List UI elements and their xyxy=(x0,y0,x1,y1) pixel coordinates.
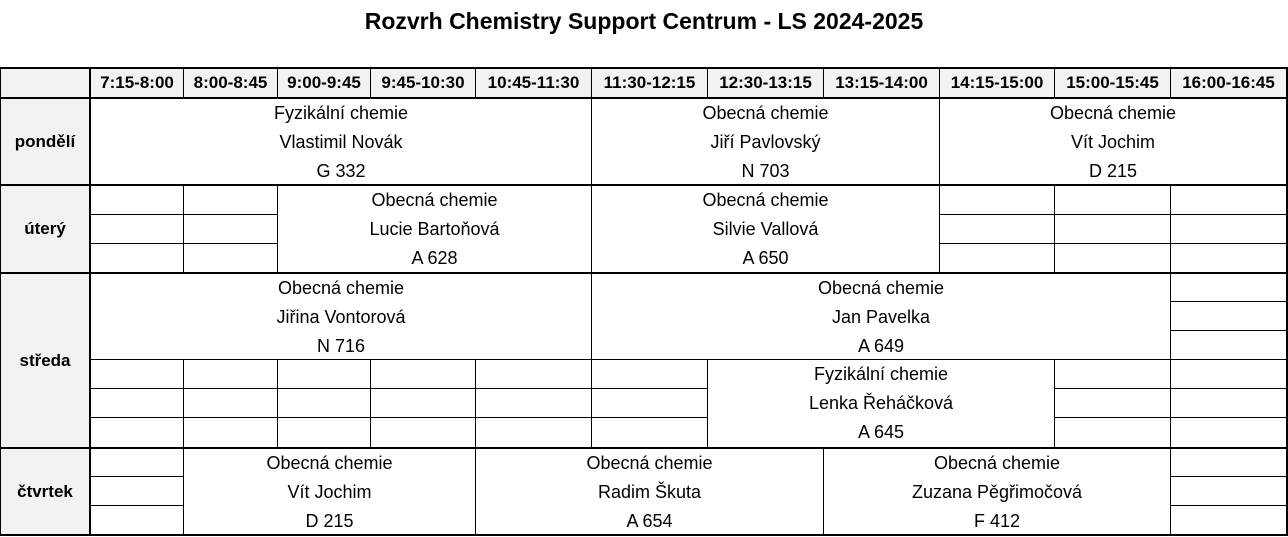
empty-cell xyxy=(1170,476,1286,505)
lesson-subject: Obecná chemie xyxy=(586,453,713,473)
empty-cell xyxy=(591,359,707,388)
lesson-teacher: Lenka Řeháčková xyxy=(808,393,954,413)
lesson-subject: Obecná chemie xyxy=(933,453,1061,473)
lesson-subject: Obecná chemie xyxy=(371,190,498,210)
empty-cell xyxy=(89,447,183,476)
lesson-room: D 215 xyxy=(1088,161,1138,181)
empty-cell xyxy=(183,243,277,272)
time-header: 12:30-13:15 xyxy=(707,67,823,97)
empty-cell xyxy=(475,359,591,388)
empty-cell xyxy=(939,184,1054,214)
lesson-block xyxy=(89,97,591,184)
empty-cell xyxy=(591,388,707,417)
lesson-block xyxy=(475,447,823,534)
lesson-room: F 412 xyxy=(973,511,1021,531)
lesson-teacher: Silvie Vallová xyxy=(712,219,819,239)
empty-cell xyxy=(1170,243,1286,272)
lesson-subject: Fyzikální chemie xyxy=(273,103,409,123)
empty-cell xyxy=(1170,272,1286,301)
empty-cell xyxy=(591,417,707,447)
empty-cell xyxy=(89,417,183,447)
lesson-room: N 716 xyxy=(316,336,366,356)
lesson-subject: Obecná chemie xyxy=(1049,103,1177,123)
lesson-block xyxy=(277,184,591,272)
empty-cell xyxy=(89,214,183,243)
empty-cell xyxy=(89,476,183,505)
lesson-block xyxy=(591,272,1170,359)
empty-cell xyxy=(89,505,183,534)
lesson-room: A 650 xyxy=(742,248,789,268)
lesson-teacher: Radim Škuta xyxy=(597,482,702,502)
lesson-block xyxy=(707,359,1054,447)
lesson-room: A 649 xyxy=(857,336,905,356)
empty-cell xyxy=(183,417,277,447)
lesson-block xyxy=(591,184,939,272)
lesson-teacher: Vít Jochim xyxy=(1070,132,1156,152)
day-label: středa xyxy=(0,272,89,447)
lesson-room: D 215 xyxy=(305,511,354,531)
empty-cell xyxy=(370,417,475,447)
time-header: 9:00-9:45 xyxy=(277,67,370,97)
time-header: 10:45-11:30 xyxy=(475,67,591,97)
empty-cell xyxy=(1054,214,1170,243)
empty-cell xyxy=(1170,388,1286,417)
lesson-room: A 645 xyxy=(857,422,905,442)
time-header: 15:00-15:45 xyxy=(1054,67,1170,97)
lesson-room: A 628 xyxy=(411,248,458,268)
lesson-teacher: Jiřina Vontorová xyxy=(276,307,406,327)
page-title: Rozvrh Chemistry Support Centrum - LS 2024-2025 xyxy=(364,8,924,34)
empty-cell xyxy=(1054,388,1170,417)
empty-cell xyxy=(183,184,277,214)
empty-cell xyxy=(1170,301,1286,330)
lesson-teacher: Lucie Bartoňová xyxy=(369,219,500,239)
time-header: 13:15-14:00 xyxy=(823,67,939,97)
lesson-room: G 332 xyxy=(316,161,366,181)
lesson-teacher: Zuzana Pěgřimočová xyxy=(911,482,1083,502)
time-header: 7:15-8:00 xyxy=(89,67,183,97)
lesson-block xyxy=(823,447,1170,534)
empty-cell xyxy=(939,243,1054,272)
lesson-subject: Obecná chemie xyxy=(817,278,945,298)
empty-cell xyxy=(89,184,183,214)
lesson-block xyxy=(183,447,475,534)
lesson-teacher: Vít Jochim xyxy=(287,482,372,502)
lesson-subject: Obecná chemie xyxy=(702,190,829,210)
empty-cell xyxy=(370,359,475,388)
lesson-teacher: Vlastimil Novák xyxy=(279,132,403,152)
day-label: čtvrtek xyxy=(0,447,89,534)
empty-cell xyxy=(939,214,1054,243)
empty-cell xyxy=(277,388,370,417)
empty-cell xyxy=(1170,417,1286,447)
day-label: úterý xyxy=(0,184,89,272)
empty-cell xyxy=(1054,184,1170,214)
lesson-block xyxy=(89,272,591,359)
empty-cell xyxy=(1170,505,1286,534)
lesson-subject: Obecná chemie xyxy=(266,453,393,473)
empty-cell xyxy=(1054,243,1170,272)
lesson-room: N 703 xyxy=(741,161,790,181)
empty-cell xyxy=(1170,447,1286,476)
empty-cell xyxy=(89,359,183,388)
empty-cell xyxy=(277,417,370,447)
time-header: 11:30-12:15 xyxy=(591,67,707,97)
lesson-teacher: Jiří Pavlovský xyxy=(710,132,821,152)
time-header: 16:00-16:45 xyxy=(1170,67,1286,97)
empty-cell xyxy=(89,243,183,272)
lesson-subject: Obecná chemie xyxy=(702,103,829,123)
empty-cell xyxy=(183,359,277,388)
time-header: 14:15-15:00 xyxy=(939,67,1054,97)
empty-cell xyxy=(1170,184,1286,214)
empty-cell xyxy=(89,388,183,417)
table-border xyxy=(0,534,1288,536)
lesson-block xyxy=(939,97,1286,184)
lesson-teacher: Jan Pavelka xyxy=(831,307,931,327)
lesson-subject: Fyzikální chemie xyxy=(813,364,949,384)
empty-cell xyxy=(475,417,591,447)
empty-cell xyxy=(183,214,277,243)
empty-cell xyxy=(183,388,277,417)
header-corner xyxy=(0,67,89,97)
empty-cell xyxy=(1170,330,1286,359)
empty-cell xyxy=(1170,359,1286,388)
empty-cell xyxy=(1054,359,1170,388)
empty-cell xyxy=(370,388,475,417)
lesson-subject: Obecná chemie xyxy=(277,278,405,298)
time-header: 9:45-10:30 xyxy=(370,67,475,97)
empty-cell xyxy=(1054,417,1170,447)
day-label: pondělí xyxy=(0,97,89,184)
empty-cell xyxy=(1170,214,1286,243)
lesson-block xyxy=(591,97,939,184)
empty-cell xyxy=(277,359,370,388)
empty-cell xyxy=(475,388,591,417)
time-header: 8:00-8:45 xyxy=(183,67,277,97)
lesson-room: A 654 xyxy=(626,511,673,531)
